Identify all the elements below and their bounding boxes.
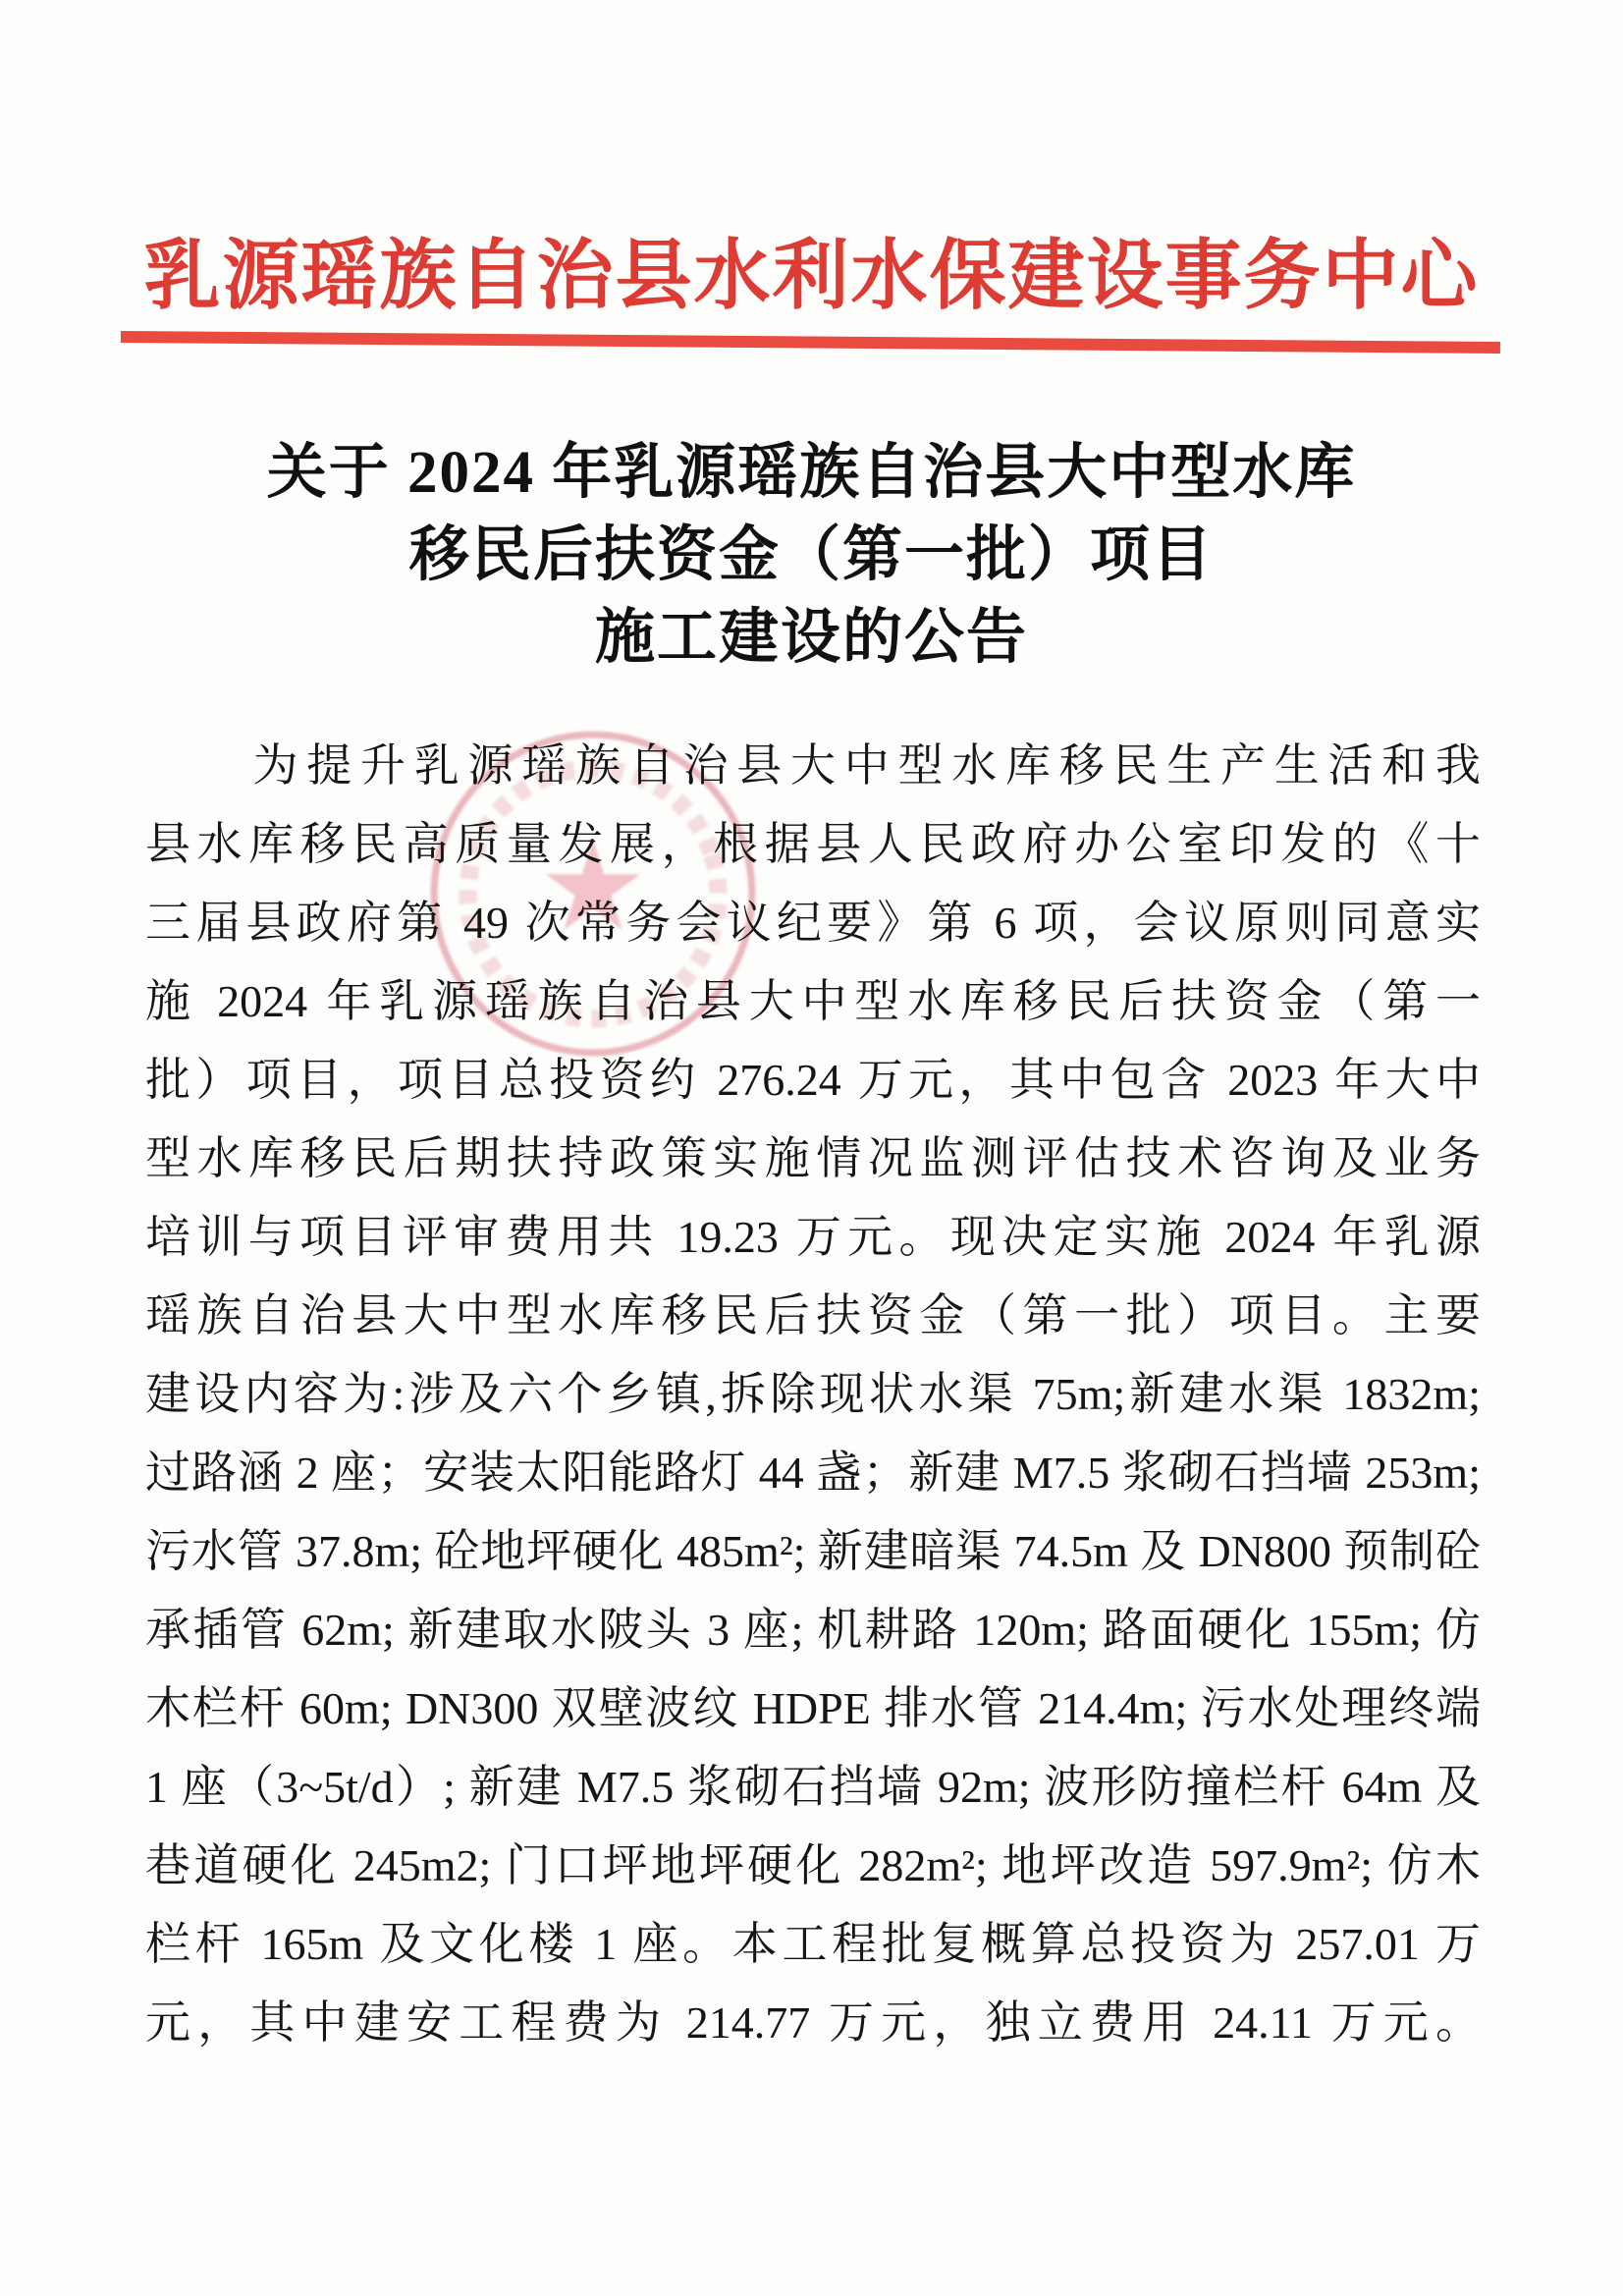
body-paragraph bbox=[145, 727, 1481, 2062]
document-title bbox=[0, 432, 1623, 680]
body-line: 培训与项目评审费用共 19.23 万元。现决定实施 2024 年乳源 bbox=[145, 1212, 1481, 1262]
body-line: 元，其中建安工程费为 214.77 万元，独立费用 24.11 万元。 bbox=[145, 1997, 1481, 2048]
body-line: 三届县政府第 49 次常务会议纪要》第 6 项，会议原则同意实 bbox=[145, 898, 1481, 948]
body-line: 批）项目，项目总投资约 276.24 万元，其中包含 2023 年大中 bbox=[145, 1055, 1481, 1105]
body-line: 瑶族自治县大中型水库移民后扶资金（第一批）项目。主要 bbox=[145, 1290, 1481, 1340]
body-line: 过路涵 2 座；安装太阳能路灯 44 盏；新建 M7.5 浆砌石挡墙 253m; bbox=[145, 1448, 1481, 1498]
body-line: 建设内容为:涉及六个乡镇,拆除现状水渠 75m;新建水渠 1832m; bbox=[145, 1369, 1481, 1419]
body-line: 1 座（3~5t/d）; 新建 M7.5 浆砌石挡墙 92m; 波形防撞栏杆 64m 及 bbox=[145, 1762, 1481, 1812]
org-header-title: 乳源瑶族自治县水利水保建设事务中心 bbox=[143, 233, 1480, 318]
body-line: 污水管 37.8m; 砼地坪硬化 485m²; 新建暗渠 74.5m 及 DN800 预制砼 bbox=[145, 1526, 1481, 1576]
body-line: 型水库移民后期扶持政策实施情况监测评估技术咨询及业务 bbox=[145, 1133, 1481, 1183]
body-line: 县水库移民高质量发展，根据县人民政府办公室印发的《十 bbox=[145, 819, 1481, 869]
body-line: 施 2024 年乳源瑶族自治县大中型水库移民后扶资金（第一 bbox=[145, 976, 1481, 1026]
body-line: 巷道硬化 245m2; 门口坪地坪硬化 282m²; 地坪改造 597.9m²; 仿木 bbox=[145, 1840, 1481, 1890]
title-line-3: 施工建设的公告 bbox=[594, 605, 1028, 671]
title-line-1: 关于 2024 年乳源瑶族自治县大中型水库 bbox=[266, 440, 1357, 506]
body-line: 木栏杆 60m; DN300 双壁波纹 HDPE 排水管 214.4m; 污水处理终端 bbox=[145, 1683, 1481, 1733]
body-line: 为提升乳源瑶族自治县大中型水库移民生产生活和我 bbox=[145, 740, 1481, 791]
title-line-2: 移民后扶资金（第一批）项目 bbox=[408, 522, 1214, 588]
body-line: 承插管 62m; 新建取水陂头 3 座; 机耕路 120m; 路面硬化 155m; 仿 bbox=[145, 1605, 1481, 1655]
red-divider-line bbox=[121, 331, 1500, 354]
body-line: 栏杆 165m 及文化楼 1 座。本工程批复概算总投资为 257.01 万 bbox=[145, 1919, 1481, 1969]
